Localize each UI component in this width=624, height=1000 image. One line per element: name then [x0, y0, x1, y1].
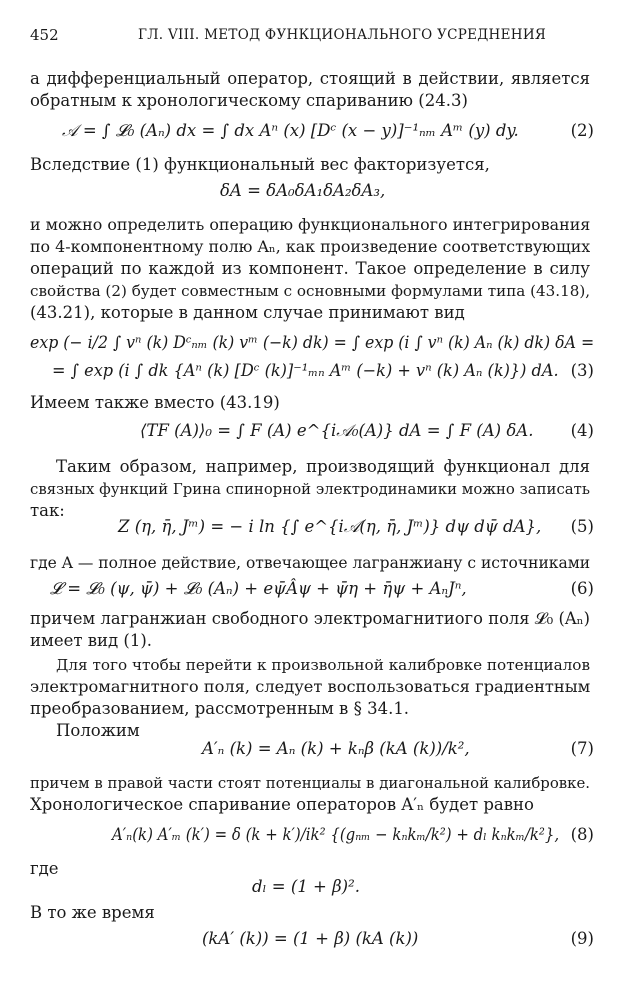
text-line: преобразованием, рассмотренным в § 34.1. — [30, 699, 410, 718]
page-number: 452 — [30, 26, 59, 44]
equation-6 — [30, 576, 594, 604]
equation-body: (kA′ (k)) = (1 + β) (kA (k)) — [202, 929, 419, 948]
equation-number: (8) — [570, 825, 594, 844]
text-line: Вследствие (1) функциональный вес факторизуется, — [30, 155, 490, 174]
text-line: причем в правой части стоят потенциалы в диагональной калибровке. — [30, 774, 590, 792]
text-line: Хронологическое спаривание операторов A′ₙ будет равно — [30, 795, 534, 814]
text-line: где A — полное действие, отвечающее лагранжиану с источниками — [30, 554, 591, 572]
equation-body: exp (− i/2 ∫ vⁿ (k) Dᶜₙₘ (k) vᵐ (−k) dk) = ∫ exp (i ∫ vⁿ (k) Aₙ (k) dk) δA = — [30, 333, 595, 352]
text-line: свойства (2) будет совместным с основными формулами типа (43.18), — [30, 282, 591, 300]
equation-3a — [30, 330, 594, 358]
equation-number: (5) — [570, 517, 594, 536]
text-line: (43.21), которые в данном случае принимают вид — [30, 303, 465, 322]
text-line: В то же время — [30, 903, 155, 922]
text-line: Положим — [56, 721, 140, 740]
equation-body: δA = δA₀δA₁δA₂δA₃, — [220, 181, 386, 200]
equation-body: A′ₙ(k) A′ₘ (k′) = δ (k + k′)/ik² {(gₙₘ − kₙkₘ/k²) + dₗ kₙkₘ/k²}, — [112, 825, 560, 844]
equation-body: = ∫ exp (i ∫ dk {Aⁿ (k) [Dᶜ (k)]⁻¹ₘₙ Aᵐ (−k) + vⁿ (k) Aₙ (k)}) dA. — [52, 361, 559, 380]
equation-body: Z (η, η̄, Jᵐ) = − i ln {∫ e^{i𝒜(η, η̄, Jᵐ)} dψ dψ̄ dA}, — [118, 517, 542, 536]
equation-number: (7) — [570, 739, 594, 758]
text-line: Для того чтобы перейти к произвольной калибровке потенциалов — [56, 656, 590, 674]
equation-8 — [30, 822, 594, 850]
text-line: операций по каждой из компонент. Такое определение в силу — [30, 259, 590, 278]
text-line: имеет вид (1). — [30, 631, 153, 650]
equation-number: (2) — [570, 121, 594, 140]
text-line: по 4-компонентному полю Aₙ, как произведение соответствующих — [30, 237, 591, 256]
equation-unnumbered — [30, 874, 594, 902]
equation-number: (3) — [570, 361, 594, 380]
text-line: где — [30, 859, 59, 878]
equation-number: (6) — [570, 579, 594, 598]
equation-7 — [30, 736, 594, 764]
equation-unnumbered — [30, 178, 594, 206]
text-line: обратным к хронологическому спариванию (24.3) — [30, 91, 468, 110]
equation-body: 𝓛 = 𝓛₀ (ψ, ψ̄) + 𝓛₀ (Aₙ) + eψ̄Âψ + ψ̄η + η̄ψ + AₙJⁿ, — [50, 579, 467, 598]
equation-2 — [30, 118, 594, 146]
equation-number: (4) — [570, 421, 594, 440]
text-line: так: — [30, 501, 65, 520]
text-line: Имеем также вместо (43.19) — [30, 393, 280, 412]
equation-body: dₗ = (1 + β)². — [252, 877, 360, 896]
text-line: и можно определить операцию функционального интегрирования — [30, 215, 591, 234]
running-head: ГЛ. VIII. МЕТОД ФУНКЦИОНАЛЬНОГО УСРЕДНЕНИЯ — [138, 27, 547, 43]
text-line: а дифференциальный оператор, стоящий в действии, является — [30, 69, 590, 88]
page-header — [30, 26, 594, 50]
text-line: Таким образом, например, производящий функционал для — [56, 457, 590, 476]
equation-9 — [30, 926, 594, 954]
equation-body: 𝒜 = ∫ 𝓛₀ (Aₙ) dx = ∫ dx Aⁿ (x) [Dᶜ (x − y)]⁻¹ₙₘ Aᵐ (y) dy. — [62, 121, 519, 140]
equation-number: (9) — [570, 929, 594, 948]
equation-5 — [30, 514, 594, 542]
equation-body: ⟨TF (A)⟩₀ = ∫ F (A) e^{i𝒜₀(A)} dA = ∫ F (A) δA. — [140, 421, 534, 440]
text-line: причем лагранжиан свободного электромагнитиого поля 𝓛₀ (Aₙ) — [30, 609, 590, 628]
text-line: связных функций Грина спинорной электродинамики можно записать — [30, 480, 590, 498]
equation-body: A′ₙ (k) = Aₙ (k) + kₙβ (kA (k))/k², — [202, 739, 470, 758]
equation-4 — [30, 418, 594, 446]
equation-3b — [30, 358, 594, 386]
text-line: электромагнитного поля, следует воспользоваться градиентным — [30, 677, 591, 696]
